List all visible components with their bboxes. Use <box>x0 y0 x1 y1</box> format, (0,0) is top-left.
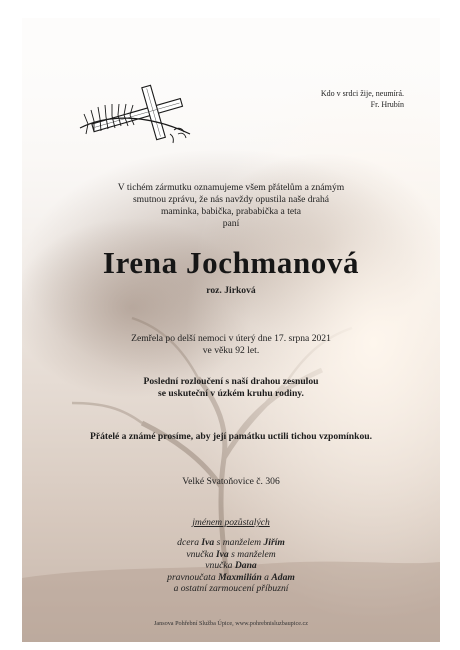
intro-line: V tichém zármutku oznamujeme všem přátelům a známým <box>117 182 345 193</box>
mourners-list <box>22 537 440 595</box>
quote-text: Kdo v srdci žije, neumírá. <box>320 89 404 98</box>
announcement-intro <box>22 182 440 230</box>
quote-author: Fr. Hrubín <box>370 100 404 109</box>
mourner-line: a ostatní zarmoucení příbuzní <box>173 583 289 595</box>
funeral-notice <box>22 376 440 400</box>
funeral-line: Poslední rozloučení s naší drahou zesnulou <box>143 376 319 387</box>
death-details <box>22 333 440 357</box>
funeral-line: se uskuteční v úzkém kruhu rodiny. <box>158 388 304 399</box>
funeral-service-footer: Jansova Pohřební Služba Úpice, www.pohrebnisluzbaupice.cz <box>153 620 309 627</box>
obituary-sheet <box>22 18 440 642</box>
obituary-text <box>22 18 440 642</box>
mourner-line: vnučka Dana <box>205 560 257 572</box>
death-line: ve věku 92 let. <box>202 345 260 356</box>
death-line: Zemřela po delší nemoci v úterý dne 17. srpna 2021 <box>131 333 331 344</box>
intro-line: maminka, babička, prababička a teta <box>160 206 302 217</box>
mourner-line: dcera Iva s manželem Jiřím <box>177 537 285 548</box>
deceased-name: Irena Jochmanová <box>102 245 360 280</box>
intro-line: paní <box>222 218 240 229</box>
on-behalf-heading: jménem pozůstalých <box>192 517 270 528</box>
family-address: Velké Svatoňovice č. 306 <box>182 476 280 487</box>
mourner-line: vnučka Iva s manželem <box>186 548 276 560</box>
maiden-name: roz. Jirková <box>206 285 256 296</box>
mourner-line: pravnoučata Maxmilián a Adam <box>167 571 295 583</box>
remembrance-request: Přátelé a známé prosíme, aby její památku uctili tichou vzpomínkou. <box>89 431 373 442</box>
intro-line: smutnou zprávu, že nás navždy opustila naše drahá <box>132 194 330 205</box>
